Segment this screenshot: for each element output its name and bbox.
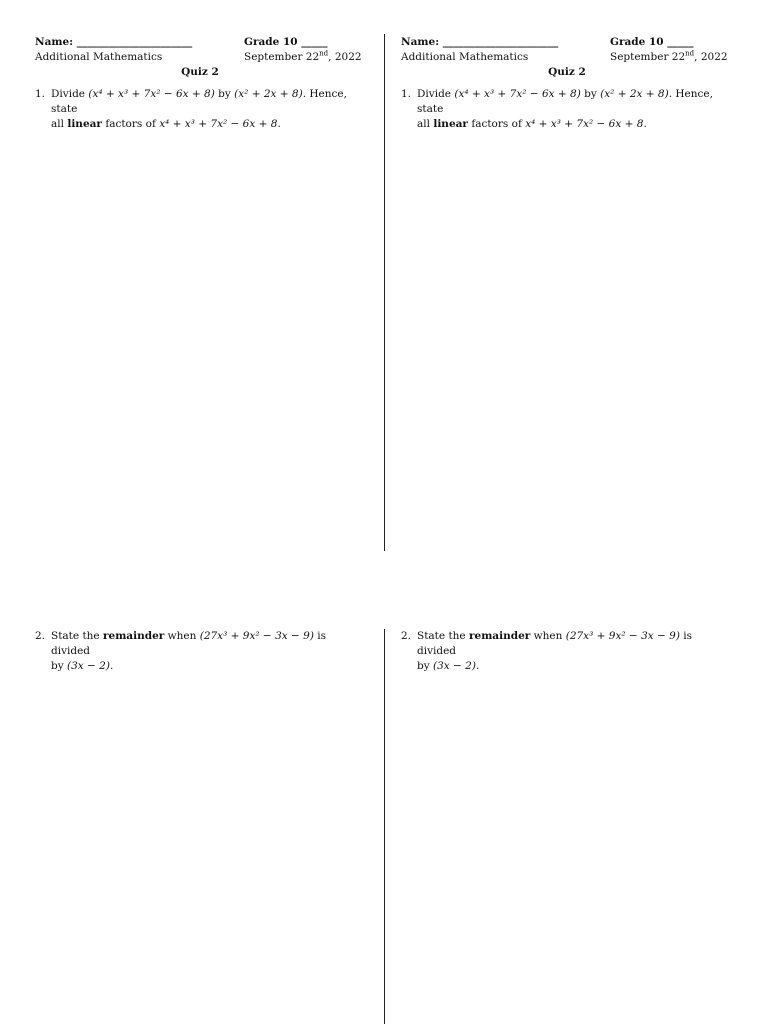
question-2	[401, 629, 721, 674]
grade-blank: _____	[667, 36, 694, 48]
quiz-date: September 22nd, 2022	[610, 49, 728, 63]
emphasis-remainder: remainder	[468, 630, 531, 642]
subject: Additional Mathematics	[401, 51, 529, 63]
name-field: Name: ______________________	[35, 36, 193, 48]
question-text: State the remainder when (27x³ + 9x² − 3x − 9) is divided by (3x − 2).	[417, 630, 693, 672]
emphasis-remainder: remainder	[102, 630, 165, 642]
grade-blank: _____	[301, 36, 328, 48]
question-1	[401, 87, 721, 132]
quiz-title: Quiz 2	[548, 66, 586, 78]
name-field: Name: ______________________	[401, 36, 559, 48]
question-number: 1.	[401, 88, 412, 100]
emphasis-linear: linear	[433, 118, 468, 130]
question-text: State the remainder when (27x³ + 9x² − 3x − 9) is divided by (3x − 2).	[51, 630, 327, 672]
question-number: 2.	[401, 630, 412, 642]
question-1	[35, 87, 355, 132]
quiz-date: September 22nd, 2022	[244, 49, 362, 63]
name-blank: ______________________	[442, 36, 559, 48]
emphasis-linear: linear	[67, 118, 102, 130]
grade-field: Grade 10 _____	[610, 36, 694, 48]
question-text: Divide (x⁴ + x³ + 7x² − 6x + 8) by (x² + 2x + 8). Hence, state all linear factors of x⁴ + x³ + 7x² − 6x + 8.	[417, 88, 713, 130]
question-2	[35, 629, 355, 674]
subject: Additional Mathematics	[35, 51, 163, 63]
question-text: Divide (x⁴ + x³ + 7x² − 6x + 8) by (x² + 2x + 8). Hence, state all linear factors of x⁴ + x³ + 7x² − 6x + 8.	[51, 88, 347, 130]
question-number: 1.	[35, 88, 46, 100]
quiz-copy-right	[384, 0, 768, 1024]
grade-field: Grade 10 _____	[244, 36, 328, 48]
quiz-title: Quiz 2	[181, 66, 219, 78]
question-number: 2.	[35, 630, 46, 642]
name-blank: ______________________	[76, 36, 193, 48]
